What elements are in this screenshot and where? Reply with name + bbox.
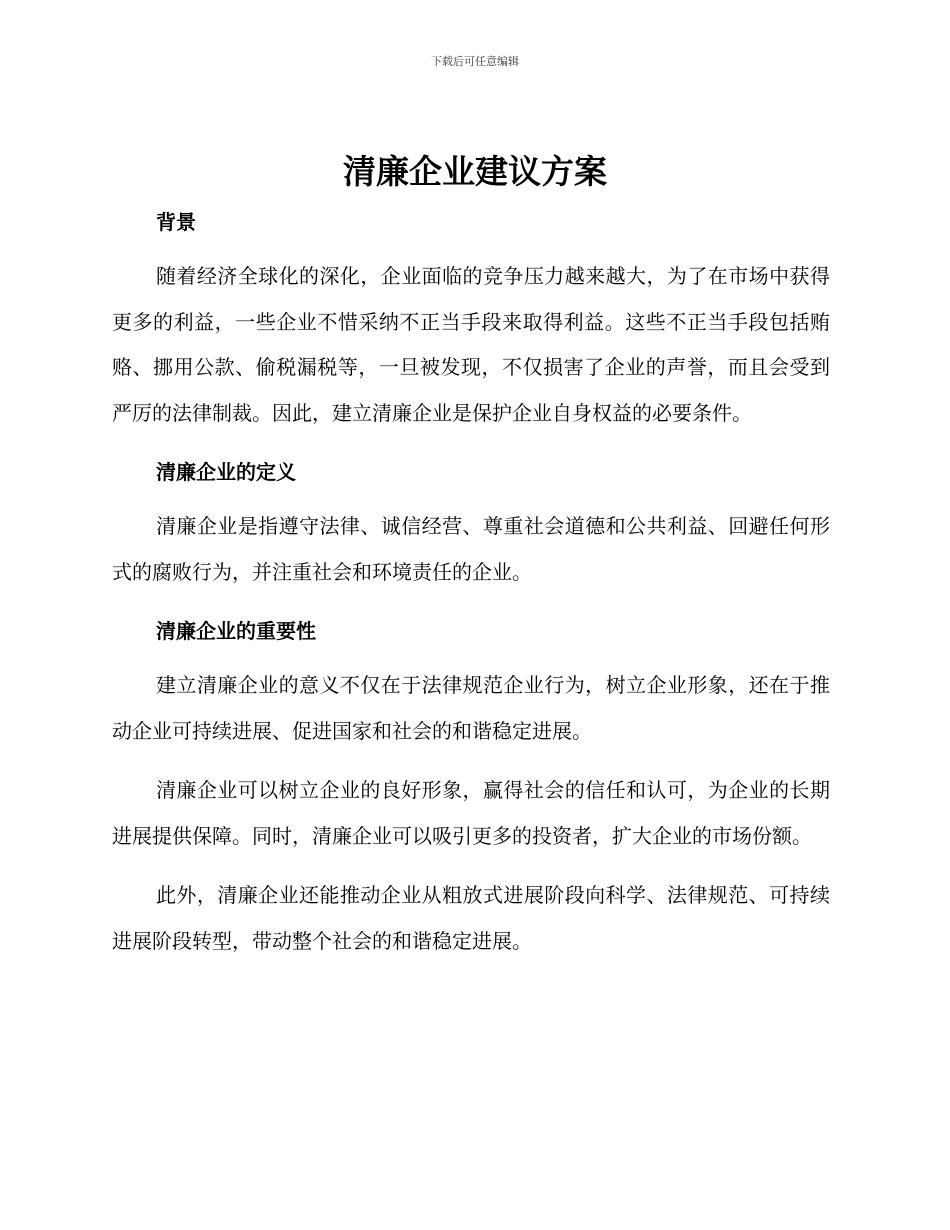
paragraph-definition: 清廉企业是指遵守法律、诚信经营、尊重社会道德和公共利益、回避任何形式的腐败行为，并注重社会和环境责任的企业。 [112, 514, 830, 584]
document-title: 清廉企业建议方案 [343, 152, 607, 191]
document-body [112, 202, 830, 964]
section-heading-importance: 清廉企业的重要性 [156, 619, 316, 643]
paragraph-background: 随着经济全球化的深化，企业面临的竞争压力越来越大，为了在市场中获得更多的利益，一些企业不惜采纳不正当手段来取得利益。这些不正当手段包括贿赂、挪用公款、偷税漏税等，一旦被发现，不仅损害了企业的声誉，而且会受到严厉的法律制裁。因此，建立清廉企业是保护企业自身权益的必要条件。 [112, 264, 830, 425]
section-heading-background: 背景 [156, 210, 196, 234]
paragraph-importance-1: 建立清廉企业的意义不仅在于法律规范企业行为，树立企业形象，还在于推动企业可持续进展、促进国家和社会的和谐稳定进展。 [112, 673, 830, 743]
page-header-note: 下载后可任意编辑 [431, 55, 519, 68]
section-heading-definition: 清廉企业的定义 [156, 460, 296, 484]
paragraph-importance-2: 清廉企业可以树立企业的良好形象，赢得社会的信任和认可，为企业的长期进展提供保障。同时，清廉企业可以吸引更多的投资者，扩大企业的市场份额。 [112, 778, 830, 848]
paragraph-importance-3: 此外，清廉企业还能推动企业从粗放式进展阶段向科学、法律规范、可持续进展阶段转型，带动整个社会的和谐稳定进展。 [112, 883, 830, 953]
